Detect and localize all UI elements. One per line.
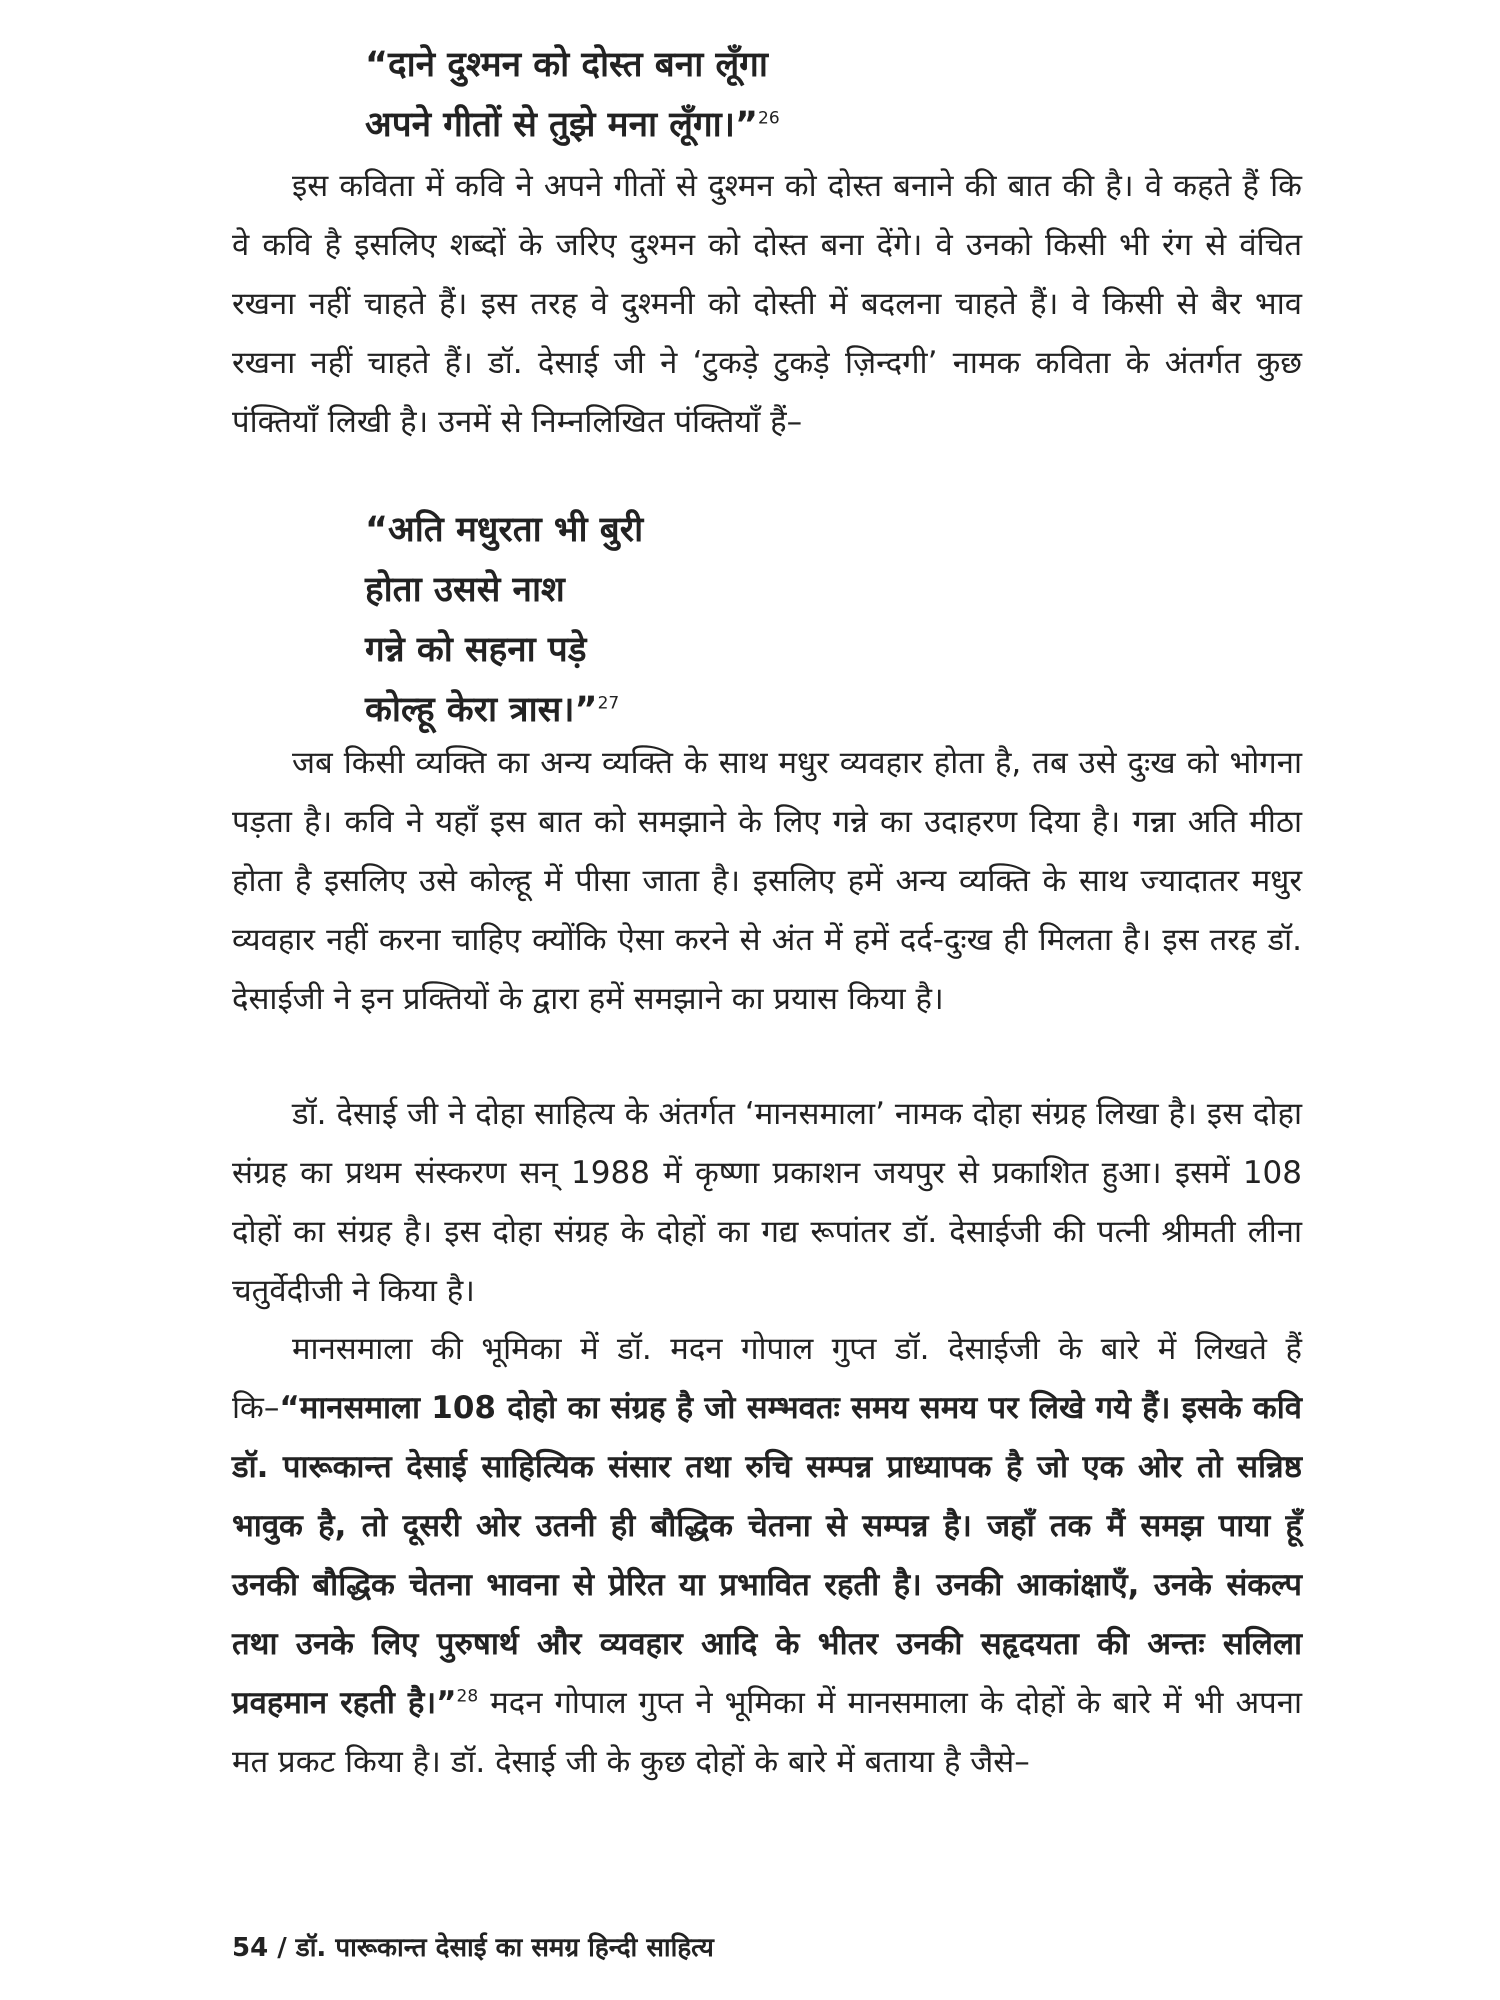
verse-line [365,95,780,155]
verse-line: गन्ने को सहना पड़े [365,630,587,670]
page-footer: 54 / डॉ. पारूकान्त देसाई का समग्र हिन्दी साहित्य [232,1933,714,1963]
verse-line-text: अपने गीतों से तुझे मना लूँगा।” [365,105,759,145]
verse-line [365,680,643,740]
verse-quote-26 [365,35,780,155]
verse-line-text: कोल्हू केरा त्रास।” [365,690,598,730]
bold-quotation: “मानसमाला 108 दोहो का संग्रह है जो सम्भवतः समय समय पर लिखे गये हैं। इसके कवि डॉ. पारूकान्त देसाई साहित्यिक संसार तथा रुचि सम्पन्न प्राध्यापक है जो एक ओर तो सन्निष्ठ भावुक है, तो दूसरी ओर उतनी ही बौद्धिक चेतना से सम्पन्न है। जहाँ तक मैं समझ पाया हूँ उनकी बौद्धिक चेतना भावना से प्रेरित या प्रभावित रहती है। उनकी आकांक्षाएँ, उनके संकल्प तथा उनके लिए पुरुषार्थ और व्यवहार आदि के भीतर उनकी सहृदयता की अन्तः सलिला प्रवहमान रहती है।” [232,1390,1302,1721]
paragraph-4 [232,1320,1302,1792]
verse-quote-27 [365,500,643,740]
paragraph-1: इस कविता में कवि ने अपने गीतों से दुश्मन को दोस्त बनाने की बात की है। वे कहते हैं कि वे कवि है इसलिए शब्दों के जरिए दुश्मन को दोस्त बना देंगे। वे उनको किसी भी रंग से वंचित रखना नहीं चाहते हैं। इस तरह वे दुश्मनी को दोस्ती में बदलना चाहते हैं। वे किसी से बैर भाव रखना नहीं चाहते हैं। डॉ. देसाई जी ने ‘टुकड़े टुकड़े ज़िन्दगी’ नामक कविता के अंतर्गत कुछ पंक्तियाँ लिखी है। उनमें से निम्नलिखित पंक्तियाँ हैं– [232,168,1302,440]
footnote-ref: 26 [758,108,780,129]
verse-line: “दाने दुश्मन को दोस्त बना लूँगा [365,45,768,85]
paragraph-outro: मदन गोपाल गुप्त ने भूमिका में मानसमाला के दोहों के बारे में भी अपना मत प्रकट किया है। डॉ. देसाई जी के कुछ दोहों के बारे में बताया है जैसे– [232,1685,1303,1780]
footnote-ref: 28 [456,1686,479,1707]
footnote-ref: 27 [597,693,620,714]
verse-line: “अति मधुरता भी बुरी [365,510,644,550]
paragraph-2: जब किसी व्यक्ति का अन्य व्यक्ति के साथ मधुर व्यवहार होता है, तब उसे दुःख को भोगना पड़ता है। कवि ने यहाँ इस बात को समझाने के लिए गन्ने का उदाहरण दिया है। गन्ना अति मीठा होता है इसलिए उसे कोल्हू में पीसा जाता है। इसलिए हमें अन्य व्यक्ति के साथ ज्यादातर मधुर व्यवहार नहीं करना चाहिए क्योंकि ऐसा करने से अंत में हमें दर्द-दुःख ही मिलता है। इस तरह डॉ. देसाईजी ने इन प्रक्तियों के द्वारा हमें समझाने का प्रयास किया है। [232,745,1302,1017]
paragraph-3: डॉ. देसाई जी ने दोहा साहित्य के अंतर्गत ‘मानसमाला’ नामक दोहा संग्रह लिखा है। इस दोहा संग्रह का प्रथम संस्करण सन् 1988 में कृष्णा प्रकाशन जयपुर से प्रकाशित हुआ। इसमें 108 दोहों का संग्रह है। इस दोहा संग्रह के दोहों का गद्य रूपांतर डॉ. देसाईजी की पत्नी श्रीमती लीना चतुर्वेदीजी ने किया है। [232,1096,1302,1309]
verse-line: होता उससे नाश [365,570,565,610]
paragraph-intro: मानसमाला की भूमिका में डॉ. मदन गोपाल गुप्त डॉ. देसाईजी के बारे में लिखते हैं कि– [232,1331,1302,1426]
